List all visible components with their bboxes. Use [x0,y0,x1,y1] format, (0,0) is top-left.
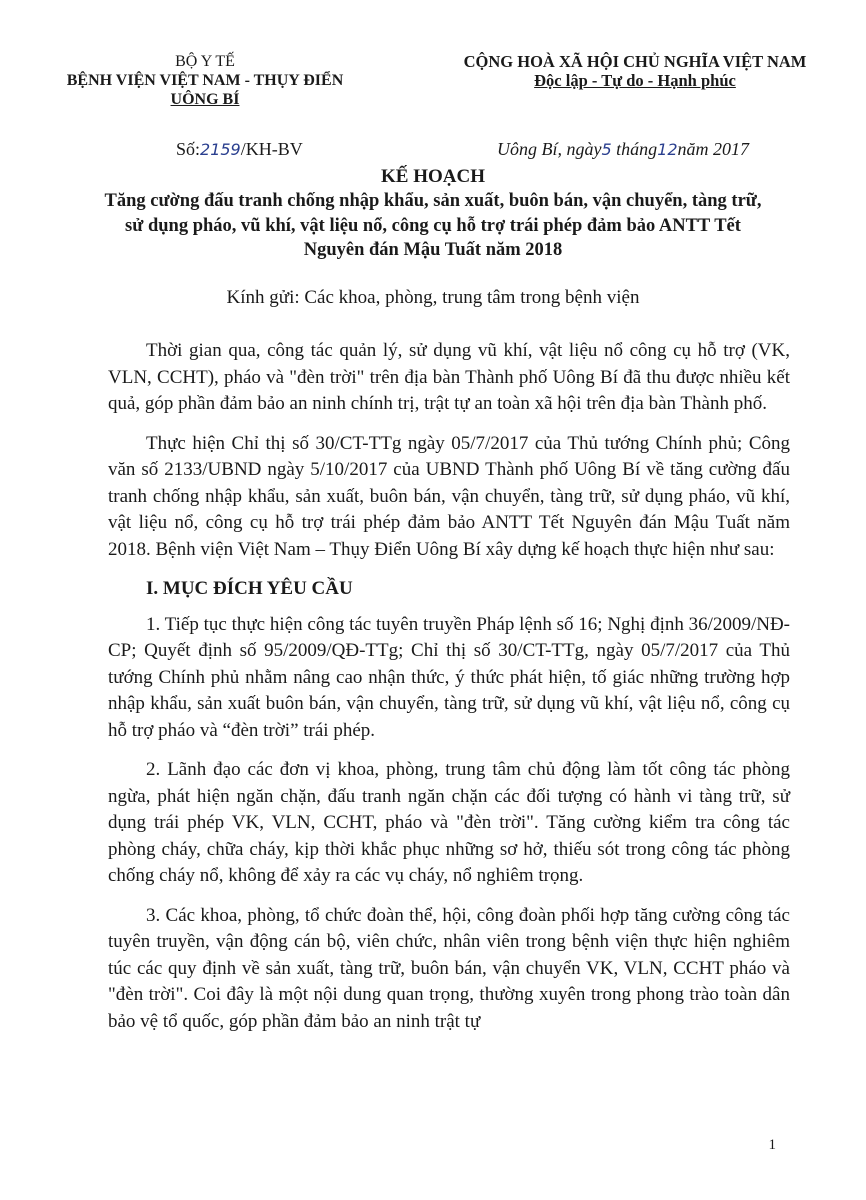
list-item: 2. Lãnh đạo các đơn vị khoa, phòng, trung tâm chủ động làm tốt công tác phòng ngừa, phát hiện ngăn chặn, đấu tranh ngăn chặn các đối tượng có hành vi tàng trữ, sử dụng trái phép VK, VLN, CCHT, pháo và "đèn trời". Tăng cường kiểm tra công tác phòng cháy, chữa cháy, kịp thời khắc phục những sơ hở, thiếu sót trong công tác phòng chống cháy nổ, không để xảy ra các vụ cháy, nổ nghiêm trọng. [108,759,790,886]
list-item: 1. Tiếp tục thực hiện công tác tuyên truyền Pháp lệnh số 16; Nghị định 36/2009/NĐ-CP; Quyết định số 95/2009/QĐ-TTg; Chỉ thị số 30/CT-TTg, ngày 05/7/2017 của Thủ tướng Chính phủ nhằm nâng cao nhận thức, ý thức phát hiện, tố giác những trường hợp nhập khẩu, sản xuất buôn bán, vận chuyển, tàng trữ, sử dụng vũ khí, vật liệu nổ, công cụ hỗ trợ pháo và “đèn trời” trái phép. [108,613,790,741]
month-label: tháng [616,139,658,159]
list-item: 3. Các khoa, phòng, tổ chức đoàn thể, hội, công đoàn phối hợp tăng cường công tác tuyên truyền, vận động cán bộ, viên chức, nhân viên trong bệnh viện thực hiện nghiêm túc các quy định về sản xuất, tàng trữ, buôn bán, vận chuyển VK, VLN, CCHT pháo và "đèn trời". Coi đây là một nội dung quan trọng, thường xuyên trong phong trào toàn dân bảo vệ tổ quốc, góp phần đảm bảo an ninh trật tự [108,904,790,1032]
recipient-line: Kính gửi: Các khoa, phòng, trung tâm trong bệnh viện [226,287,640,308]
document-subject [0,189,866,263]
document-number [176,139,303,160]
hospital-city: UÔNG BÍ [170,91,240,108]
section-heading: I. MỤC ĐÍCH YÊU CẦU [146,578,353,599]
document-type: KẾ HOẠCH [381,166,485,187]
handwritten-day: 5 [601,140,612,159]
document-date [497,139,749,160]
year-label: năm 2017 [677,139,750,159]
paragraph-intro: Thời gian qua, công tác quản lý, sử dụng vũ khí, vật liệu nổ công cụ hỗ trợ (VK, VLN, CCHT), pháo và "đèn trời" trên địa bàn Thành phố Uông Bí đã thu được nhiều kết quả, góp phần đảm bảo an ninh chính trị, trật tự an toàn xã hội trên địa bàn Thành phố. [108,340,790,414]
number-suffix: /KH-BV [240,139,303,159]
paragraph-basis: Thực hiện Chỉ thị số 30/CT-TTg ngày 05/7/2017 của Thủ tướng Chính phủ; Công văn số 2133/UBND ngày 5/10/2017 của UBND Thành phố Uông Bí về tăng cường đấu tranh chống nhập khẩu, sản xuất, buôn bán, vận chuyển, tàng trữ, sử dụng pháo, vũ khí, vật liệu nổ, công cụ hỗ trợ trái phép đảm bảo ANTT Tết Nguyên đán Mậu Tuất năm 2018. Bệnh viện Việt Nam – Thụy Điển Uông Bí xây dựng kế hoạch thực hiện như sau: [108,432,790,560]
handwritten-number: 2159 [200,140,241,159]
document-body [108,338,790,1048]
ministry-name: BỘ Y TẾ [175,53,235,70]
national-motto: Độc lập - Tự do - Hạnh phúc [534,71,736,90]
issuer-header [55,52,355,109]
subject-text: Tăng cường đấu tranh chống nhập khẩu, sản xuất, buôn bán, vận chuyển, tàng trữ, sử dụng pháo, vũ khí, vật liệu nổ, công cụ hỗ trợ trái phép đảm bảo ANTT Tết Nguyên đán Mậu Tuất năm 2018 [104,191,762,260]
date-place: Uông Bí, ngày [497,139,602,159]
country-name: CỘNG HOÀ XÃ HỘI CHỦ NGHĨA VIỆT NAM [463,52,807,71]
page-number: 1 [768,1137,776,1153]
handwritten-month: 12 [657,140,678,159]
hospital-name: BỆNH VIỆN VIỆT NAM - THỤY ĐIỂN [66,72,344,89]
national-header [430,52,840,90]
number-prefix: Số: [176,139,201,159]
